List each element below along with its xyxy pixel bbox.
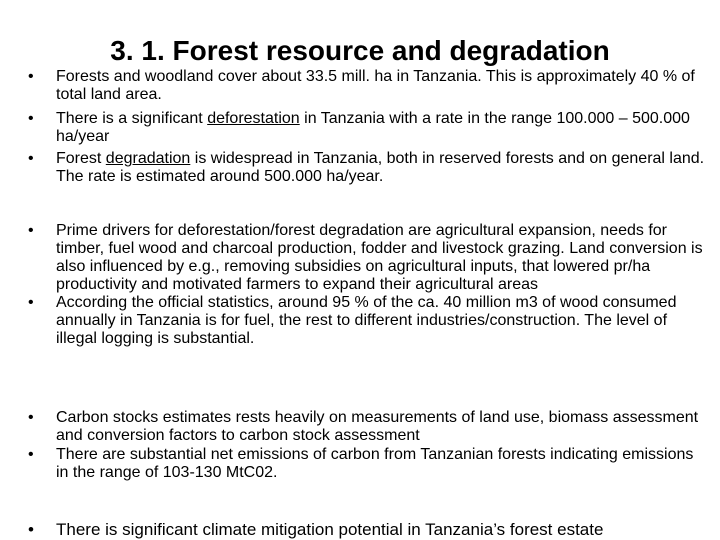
bullet-icon: •	[28, 294, 34, 311]
bullet-text: There is significant climate mitigation potential in Tanzania’s forest estate	[56, 520, 604, 539]
bullet-icon: •	[28, 446, 34, 463]
bullet-group-forest-cover	[26, 68, 706, 186]
bullet-text: Carbon stocks estimates rests heavily on measurements of land use, biomass assessment and conversion factors to carbon stock assessment	[56, 409, 699, 444]
bullet-group-drivers	[26, 222, 706, 348]
bullet-icon: •	[28, 68, 34, 85]
bullet-icon: •	[28, 150, 34, 167]
bullet-text: Forests and woodland cover about 33.5 mill. ha in Tanzania. This is approximately 40 % of total land area.	[56, 68, 695, 103]
bullet-item	[26, 222, 706, 294]
bullet-text-continued: is widespread in Tanzania, both in reserved forests and on general land. The rate is estimated around 500.000 ha/year.	[56, 150, 705, 185]
bullet-underlined-term: degradation	[105, 150, 191, 167]
bullet-text: There is a significant	[56, 110, 208, 127]
bullet-icon: •	[28, 110, 34, 127]
bullet-group-mitigation	[26, 521, 706, 539]
bullet-icon: •	[28, 409, 34, 426]
bullet-text: Prime drivers for deforestation/forest degradation are agricultural expansion, needs for timber, fuel wood and charcoal production, fodder and livestock grazing. Land conversion is also influenced by e.g., removing subsidies on agricultural inputs, that lowered pr/ha productivity and motivated farmers to expand their agricultural areas	[56, 222, 703, 293]
bullet-text: Forest	[56, 150, 106, 167]
bullet-item	[26, 409, 706, 445]
bullet-item	[26, 446, 706, 482]
bullet-item	[26, 294, 706, 348]
bullet-item	[26, 110, 706, 146]
bullet-item	[26, 521, 706, 539]
bullet-item	[26, 68, 706, 104]
bullet-icon: •	[28, 520, 34, 539]
slide-title: 3. 1. Forest resource and degradation	[110, 35, 610, 66]
bullet-text: There are substantial net emissions of carbon from Tanzanian forests indicating emissions in the range of 103-130 MtC02.	[56, 446, 694, 481]
bullet-icon: •	[28, 222, 34, 239]
bullet-text: According the official statistics, around 95 % of the ca. 40 million m3 of wood consumed annually in Tanzania is for fuel, the rest to different industries/construction. The level of illegal logging is substantial.	[56, 294, 677, 347]
bullet-text-continued: in Tanzania with a rate in the range 100.000 – 500.000 ha/year	[56, 110, 690, 145]
bullet-item	[26, 150, 706, 186]
bullet-group-carbon	[26, 409, 706, 482]
bullet-underlined-term: deforestation	[207, 110, 300, 127]
